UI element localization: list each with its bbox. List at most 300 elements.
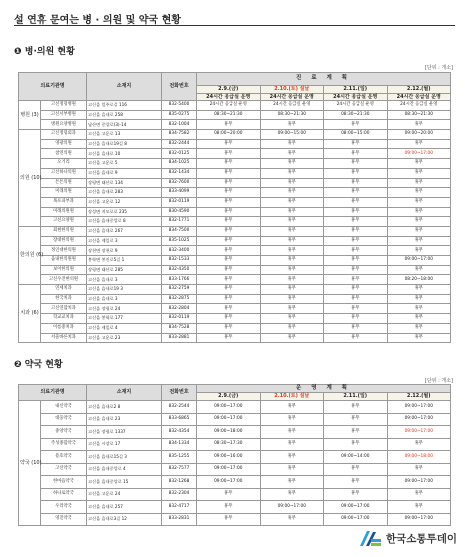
schedule-cell: 휴무 [324,438,388,451]
facility-address: 고신읍 읍내로 283 [87,188,162,198]
facility-name: 회현한의원 [41,226,87,236]
schedule-cell: 휴무 [260,426,324,439]
table-row [19,323,451,333]
facility-address: 장성면 지모로로 235 [87,207,162,217]
table-row [19,178,451,188]
pharmacy-name: 대웅약국 [41,413,87,426]
facility-address: 장평면 태산로 285 [87,265,162,275]
schedule-cell: 09:00~17:00 [324,513,388,526]
schedule-cell: 09:00~17:00 [387,149,451,159]
schedule-cell: 휴무 [324,294,388,304]
pharmacy-name: 내신약국 [41,401,87,414]
pharmacy-address: 고신읍 장평로 1337 [87,426,162,439]
pharmacy-address: 고신읍 읍내로 23 [87,413,162,426]
logo-mark-icon [358,528,382,548]
unit-label: [단위 : 개소] [424,65,453,71]
facility-phone: 832-2804 [162,304,197,314]
facility-name: 정인대한의원 [41,246,87,256]
schedule-cell: 휴무 [197,246,261,256]
schedule-cell: 휴무 [260,304,324,314]
schedule-cell: 휴무 [197,256,261,266]
schedule-cell: 휴무 [387,139,451,149]
schedule-cell: 09:00~17:00 [197,401,261,414]
pharmacy-phone: 832-4717 [162,501,197,514]
schedule-cell: 휴무 [387,463,451,476]
schedule-cell: 휴무 [324,285,388,295]
schedule-cell: 24시간 응급실 운영 [324,101,388,111]
table-row [19,401,451,414]
table-row [19,246,451,256]
schedule-cell: 휴무 [260,488,324,501]
facility-name: 읍내한의원원 [41,256,87,266]
schedule-cell: 휴무 [197,149,261,159]
pharmacy-address: 고신읍 읍내로2 8 [87,401,162,414]
hospital-section-title: ❶ 병·의원 현황 [14,47,75,57]
table-row [19,285,451,295]
facility-phone: 832-1434 [162,168,197,178]
schedule-cell: 08:30~21:30 [324,110,388,120]
schedule-cell: 휴무 [260,256,324,266]
schedule-cell: 08:30~21:30 [387,110,451,120]
schedule-cell: 휴무 [197,236,261,246]
col-schedule-header: 진 료 계 획 [197,73,451,86]
schedule-cell: 휴무 [324,323,388,333]
table-row [19,333,451,343]
pharmacy-phone: 835-1255 [162,451,197,464]
facility-address: 고신읍 읍내로19길 8 [87,139,162,149]
facility-address: 봉학면 봉진로5길 1 [87,256,162,266]
facility-phone: 832-1771 [162,217,197,227]
table-row [19,476,451,489]
schedule-cell: 24시간 응급실 운영 [260,101,324,111]
date-header: 2.11.(일) [324,86,388,94]
facility-phone: 832-3400 [162,246,197,256]
schedule-cell: 09:00~17:00 [197,463,261,476]
schedule-cell: 휴무 [260,149,324,159]
schedule-cell: 휴무 [324,149,388,159]
facility-name: 보이한의원 [41,265,87,275]
table-row [19,159,451,169]
facility-name: 튼튼의원 [41,178,87,188]
pharmacy-name: 중앙약국 [41,426,87,439]
schedule-cell: 휴무 [324,207,388,217]
col-location-header: 소재지 [87,73,162,101]
facility-address: 고신읍 읍내로 3 [87,275,162,285]
schedule-cell: 휴무 [324,236,388,246]
date-subheader: 24시간 응급실 운영 [260,94,324,101]
table-row [19,207,451,217]
facility-name: 미래의원원 [41,207,87,217]
facility-phone: 832-0125 [162,149,197,159]
facility-name: 고신서부병원 [41,110,87,120]
pharmacy-name: 우리약국 [41,501,87,514]
schedule-cell: 휴무 [197,226,261,236]
table-row [19,463,451,476]
table-row [19,236,451,246]
facility-name: 고신연합치과 [41,304,87,314]
date-subheader: 24시간 응급실 운영 [324,94,388,101]
facility-phone: 833-2881 [162,333,197,343]
facility-phone: 834-1025 [162,159,197,169]
schedule-cell: 휴무 [387,294,451,304]
pharmacy-address: 고신읍 읍내로15길 3 [87,451,162,464]
facility-address: 고신읍 고운로 5 [87,159,162,169]
schedule-cell: 휴무 [260,451,324,464]
schedule-cell: 휴무 [387,333,451,343]
schedule-cell: 휴무 [324,488,388,501]
facility-address: 고신읍 읍내로 10 [87,149,162,159]
schedule-cell: 휴무 [197,168,261,178]
schedule-cell: 휴무 [197,265,261,275]
schedule-cell: 09:00~17:00 [387,426,451,439]
facility-address: 고신읍 고운로 13 [87,130,162,140]
schedule-cell: 휴무 [260,197,324,207]
schedule-cell: 휴무 [197,275,261,285]
pharmacy-name: 하나로약국 [41,488,87,501]
schedule-cell: 휴무 [387,159,451,169]
schedule-cell: 휴무 [324,463,388,476]
facility-name: 목포피부과 [41,197,87,207]
schedule-cell: 휴무 [197,178,261,188]
schedule-cell: 휴무 [324,426,388,439]
schedule-cell: 휴무 [324,256,388,266]
facility-phone: 832-2444 [162,139,197,149]
pharmacy-address: 고신읍 시장로 17 [87,438,162,451]
schedule-cell: 휴무 [260,236,324,246]
facility-phone: 834-7582 [162,130,197,140]
facility-address: 고신읍 읍내중앙로 8 [87,217,162,227]
logo-text: 한국소통투데이 [385,532,457,545]
facility-phone: 835-0275 [162,110,197,120]
schedule-cell: 휴무 [324,476,388,489]
facility-address: 고신읍 일주로길 116 [87,101,162,111]
table-row [19,413,451,426]
schedule-cell: 휴무 [387,265,451,275]
facility-address: 고신읍 읍내로 267 [87,226,162,236]
pharmacy-phone: 832-4354 [162,426,197,439]
facility-name: 미래의원 [41,188,87,198]
schedule-cell: 휴무 [260,476,324,489]
schedule-cell: 휴무 [387,217,451,227]
pharmacy-phone: 833-6865 [162,413,197,426]
schedule-cell: 09:00~17:00 [387,476,451,489]
table-row [19,188,451,198]
facility-phone: 832-1004 [162,120,197,130]
pharmacy-name: 한마음약국 [41,476,87,489]
schedule-cell: 휴무 [387,120,451,130]
schedule-cell: 휴무 [387,236,451,246]
schedule-cell: 휴무 [260,413,324,426]
facility-phone: 832-5400 [162,101,197,111]
table-row [19,101,451,111]
schedule-cell: 휴무 [260,246,324,256]
facility-name: 영광의원 [41,139,87,149]
schedule-cell: 09:00~16:00 [197,451,261,464]
schedule-cell: 휴무 [387,501,451,514]
pharm-col-location-header: 소재지 [87,385,162,401]
table-row [19,294,451,304]
facility-phone: 830-4590 [162,207,197,217]
schedule-cell: 08:30~21:30 [260,110,324,120]
pharmacy-address: 고신읍 읍내로 257 [87,501,162,514]
schedule-cell: 09:00~17:00 [197,413,261,426]
table-row [19,275,451,285]
facility-address: 고신읍 장평로 24 [87,304,162,314]
schedule-cell: 휴무 [260,314,324,324]
schedule-cell: 휴무 [260,438,324,451]
facility-phone: 832-7600 [162,178,197,188]
facility-name: 장대한의원 [41,236,87,246]
schedule-cell: 휴무 [324,159,388,169]
schedule-cell: 휴무 [324,265,388,275]
region-cell: 병원 (3) [19,101,41,130]
schedule-cell: 휴무 [260,207,324,217]
schedule-cell: 휴무 [197,207,261,217]
schedule-cell: 08:30~21:30 [197,110,261,120]
schedule-cell: 휴무 [197,323,261,333]
pharm-col-phone-header: 전화번호 [162,385,197,401]
region-cell: 치과 (6) [19,285,41,343]
schedule-cell: 휴무 [197,294,261,304]
schedule-cell: 휴무 [387,438,451,451]
date-header: 2.10.(토) 설날 [260,393,324,401]
date-header: 2.9.(금) [197,393,261,401]
table-row [19,168,451,178]
schedule-cell: 휴무 [324,217,388,227]
facility-address: 고신읍 봉학로 177 [87,314,162,324]
schedule-cell: 휴무 [324,413,388,426]
facility-name: 서울바른치과 [41,333,87,343]
facility-address: 고신읍 제일로 4 [87,323,162,333]
facility-name: 고신정형병원 [41,101,87,111]
schedule-cell: 휴무 [197,217,261,227]
schedule-cell: 24시간 응급실 운영 [197,101,261,111]
facility-phone: 832-2759 [162,285,197,295]
schedule-cell: 휴무 [324,275,388,285]
schedule-cell: 휴무 [260,217,324,227]
schedule-cell: 휴무 [324,314,388,324]
schedule-cell: 09:00~20:00 [387,130,451,140]
table-row [19,130,451,140]
schedule-cell: 휴무 [324,178,388,188]
schedule-cell: 휴무 [324,226,388,236]
pharmacy-phone: 832-7577 [162,463,197,476]
table-row [19,197,451,207]
pharm-col-schedule-header: 운 영 계 획 [197,385,451,393]
pharmacy-name: 고신약국 [41,463,87,476]
date-header: 2.12.(월) [387,393,451,401]
hospital-table [18,72,451,343]
pharmacy-phone: 833-2831 [162,513,197,526]
facility-phone: 835-1025 [162,236,197,246]
schedule-cell: 08:00~20:00 [197,130,261,140]
schedule-cell: 09:00~17:00 [387,256,451,266]
schedule-cell: 휴무 [260,120,324,130]
region-cell: 한의원 (6) [19,226,41,284]
schedule-cell: 휴무 [197,197,261,207]
facility-name: 고신우진한의원 [41,275,87,285]
schedule-cell: 휴무 [387,304,451,314]
pharmacy-address: 고신읍 읍내로3길 12 [87,513,162,526]
schedule-cell: 휴무 [260,285,324,295]
table-row [19,304,451,314]
schedule-cell: 휴무 [197,314,261,324]
schedule-cell: 휴무 [324,188,388,198]
schedule-cell: 휴무 [260,323,324,333]
schedule-cell: 휴무 [260,333,324,343]
schedule-cell: 휴무 [260,159,324,169]
schedule-cell: 휴무 [197,188,261,198]
pharmacy-phone: 832-1268 [162,476,197,489]
facility-name: 한국치과 [41,294,87,304]
schedule-cell: 휴무 [260,188,324,198]
table-row [19,426,451,439]
table-row [19,513,451,526]
facility-name: 고신요양원 [41,217,87,227]
schedule-cell: 휴무 [197,501,261,514]
facility-address: 고신읍 읍내로 9 [87,168,162,178]
pharm-col-type-header: 의료기관명 [19,385,87,401]
table-row [19,226,451,236]
date-subheader: 24시간 응급실 운영 [387,94,451,101]
facility-phone: 833-1766 [162,275,197,285]
region-cell: 약국 (10) [19,401,41,526]
schedule-cell: 09:00~17:00 [324,501,388,514]
facility-phone: 834-7528 [162,323,197,333]
schedule-cell: 휴무 [387,168,451,178]
title-divider [14,25,455,26]
schedule-cell: 휴무 [387,226,451,236]
logo [358,527,457,549]
facility-address: 남산면 중앙로(3)-14 [87,120,162,130]
facility-address: 장천면 장천로 9 [87,246,162,256]
date-header: 2.12.(월) [387,86,451,94]
schedule-cell: 휴무 [324,304,388,314]
pharmacy-name: 주성종합약국 [41,438,87,451]
facility-name: 고신정형외과 [41,130,87,140]
schedule-cell: 휴무 [324,333,388,343]
table-row [19,217,451,227]
schedule-cell: 휴무 [197,304,261,314]
facility-name: 참연의원 [41,149,87,159]
schedule-cell: 08:00~15:00 [324,130,388,140]
facility-phone: 832-4350 [162,265,197,275]
facility-name: 병원요양병원 [41,120,87,130]
schedule-cell: 휴무 [387,488,451,501]
schedule-cell: 휴무 [197,139,261,149]
col-type-header: 의료기관명 [19,73,87,101]
pharmacy-name: 용호약국 [41,451,87,464]
facility-phone: 833-4099 [162,188,197,198]
schedule-cell: 휴무 [324,168,388,178]
table-row [19,256,451,266]
pharmacy-table [18,384,451,526]
schedule-cell: 휴무 [260,265,324,275]
schedule-cell: 휴무 [260,226,324,236]
table-row [19,139,451,149]
facility-name: 이룸중치과 [41,323,87,333]
facility-name: 고신하나의원 [41,168,87,178]
page-title: 설 연휴 문여는 병 · 의원 및 약국 현황 [14,15,181,26]
table-row [19,149,451,159]
facility-address: 장평면 태산로 134 [87,178,162,188]
date-subheader: 24시간 응급실 운영 [197,94,261,101]
schedule-cell: 09:00~15:00 [260,130,324,140]
region-cell: 의원 (10) [19,130,41,227]
col-phone-header: 전화번호 [162,73,197,101]
facility-address: 고신읍 읍내로 258 [87,110,162,120]
schedule-cell: 휴무 [197,513,261,526]
pharmacy-section-title: ❷ 약국 현황 [14,360,63,370]
schedule-cell: 08:30~17:30 [197,438,261,451]
facility-phone: 832-0119 [162,197,197,207]
schedule-cell: 08:20~18:00 [387,275,451,285]
schedule-cell: 휴무 [387,207,451,217]
schedule-cell: 09:00~17:00 [387,401,451,414]
schedule-cell: 휴무 [260,294,324,304]
schedule-cell: 휴무 [260,275,324,285]
facility-phone: 834-7500 [162,226,197,236]
facility-name: 연세치과 [41,285,87,295]
schedule-cell: 휴무 [260,401,324,414]
facility-name: 오거리 [41,159,87,169]
table-row [19,451,451,464]
schedule-cell: 09:00~18:00 [197,426,261,439]
pharmacy-address: 고신읍 고운로 24 [87,488,162,501]
facility-phone: 832-1533 [162,256,197,266]
date-header: 2.9.(금) [197,86,261,94]
schedule-cell: 휴무 [387,246,451,256]
table-row [19,438,451,451]
schedule-cell: 휴무 [387,188,451,198]
pharmacy-address: 고신읍 읍내중앙로 15 [87,476,162,489]
date-header: 2.11.(일) [324,393,388,401]
facility-phone: 832-0119 [162,314,197,324]
schedule-cell: 09:00~18:00 [387,451,451,464]
schedule-cell: 휴무 [324,139,388,149]
pharmacy-phone: 832-2544 [162,401,197,414]
pharmacy-unit-label: [단위 : 개소] [424,378,453,384]
pharmacy-name: 영진약국 [41,513,87,526]
table-row [19,314,451,324]
facility-address: 고신읍 읍내로19 3 [87,285,162,295]
facility-address: 고신읍 고운로 23 [87,333,162,343]
schedule-cell: 휴무 [387,314,451,324]
schedule-cell: 휴무 [324,401,388,414]
schedule-cell: 휴무 [197,333,261,343]
schedule-cell: 휴무 [387,197,451,207]
facility-phone: 832-2875 [162,294,197,304]
schedule-cell: 휴무 [197,159,261,169]
schedule-cell: 09:00~17:00 [387,413,451,426]
schedule-cell: 09:00~14:00 [324,451,388,464]
table-row [19,110,451,120]
schedule-cell: 09:00~17:00 [260,501,324,514]
pharmacy-phone: 834-1334 [162,438,197,451]
schedule-cell: 휴무 [324,246,388,256]
pharmacy-phone: 832-2304 [162,488,197,501]
schedule-cell: 휴무 [324,197,388,207]
table-row [19,488,451,501]
table-row [19,120,451,130]
schedule-cell: 휴무 [260,463,324,476]
table-row [19,501,451,514]
schedule-cell: 24시간 응급실 운영 [387,101,451,111]
schedule-cell: 휴무 [387,178,451,188]
schedule-cell: 휴무 [260,513,324,526]
schedule-cell: 휴무 [260,178,324,188]
facility-address: 고신읍 읍내로 3 [87,294,162,304]
